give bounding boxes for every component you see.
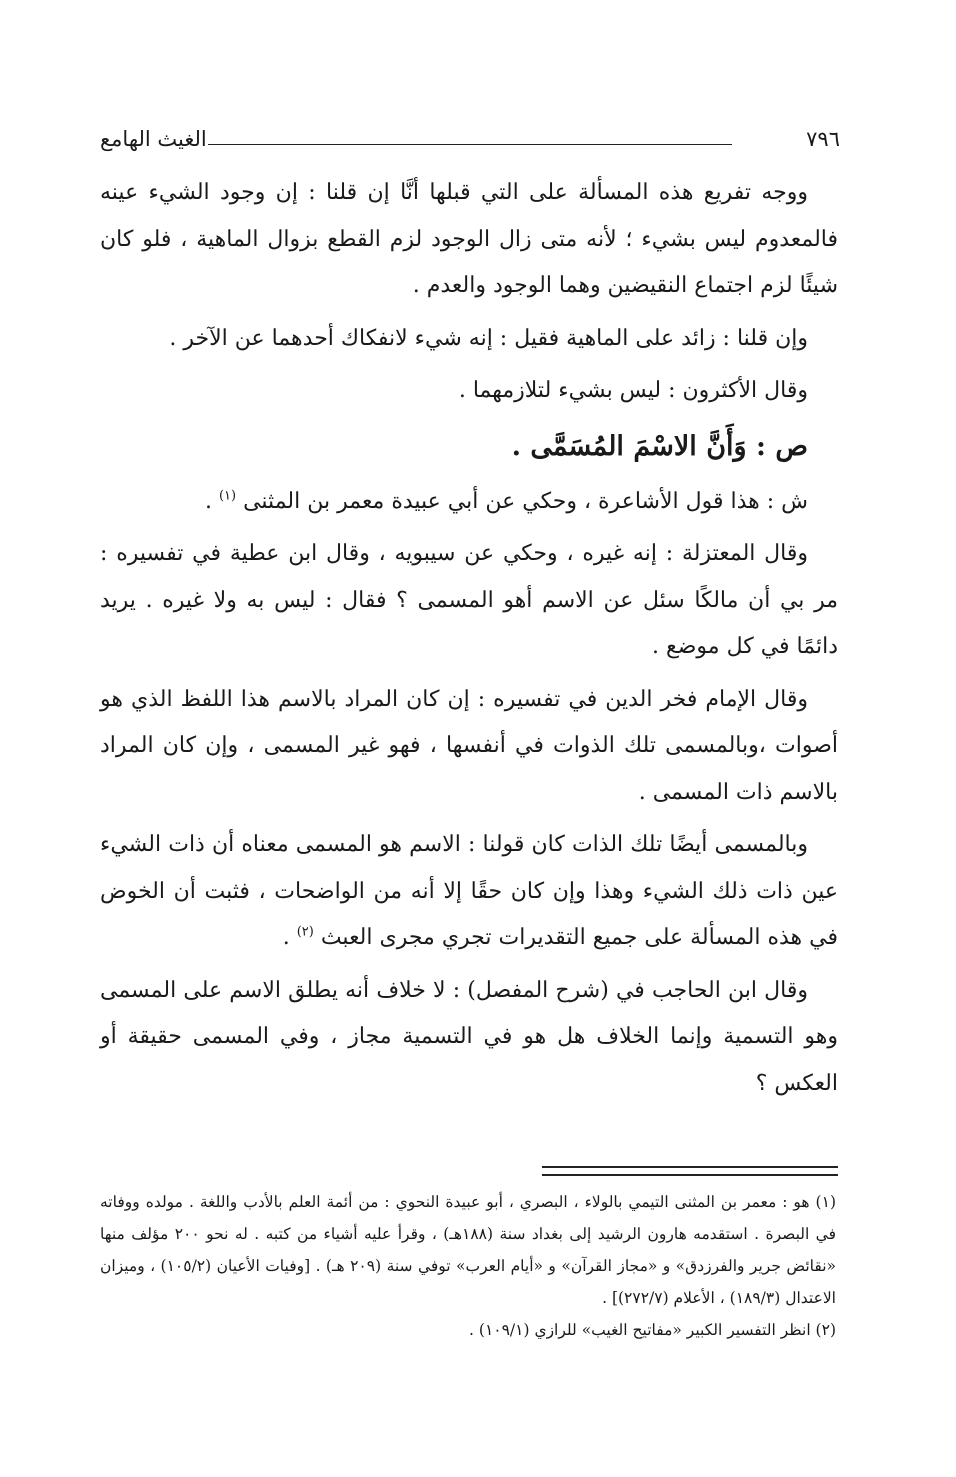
footnote-ref-2[interactable]: (٢) (296, 924, 314, 940)
paragraph-8: وقال ابن الحاجب في (شرح المفصل) : لا خلاف أنه يطلق الاسم على المسمى وهو التسمية وإنما الخلاف هل هو في التسمية مجاز ، وفي المسمى حقيقة أو العكس ؟ (100, 977, 838, 1096)
book-title: الغيث الهامع (100, 127, 207, 151)
header-rule (208, 144, 732, 145)
footnotes (100, 1186, 836, 1346)
page-number: ٧٩٦ (806, 127, 840, 151)
footnote-2: (٢) انظر التفسير الكبير «مفاتيح الغيب» للرازي (١٠٩/١) . (469, 1321, 836, 1339)
matn-heading: ص : وَأَنَّ الاسْمَ المُسَمَّى . (511, 430, 808, 462)
paragraph-5: وقال المعتزلة : إنه غيره ، وحكي عن سيبويه ، وقال ابن عطية في تفسيره : مر بي أن مالكًا سئل عن الاسم أهو المسمى ؟ فقال : ليس به ولا غيره . يريد دائمًا في كل موضع . (100, 541, 838, 659)
paragraph-4-text: ش : هذا قول الأشاعرة ، وحكي عن أبي عبيدة معمر بن المثنى (243, 488, 808, 514)
footnote-separator (542, 1166, 838, 1176)
paragraph-3: وقال الأكثرون : ليس بشيء لتلازمهما . (458, 378, 808, 403)
main-text (100, 170, 838, 1113)
footnote-1: (١) هو : معمر بن المثنى التيمي بالولاء ، البصري ، أبو عبيدة النحوي : من أئمة العلم بالأدب واللغة . مولده ووفاته في البصرة . استقدمه هارون الرشيد إلى بغداد سنة (١٨٨هـ) ، وقرأ عليه أشياء من كتبه . له نحو ٢٠٠ مؤلف منها «نقائض جرير والفرزدق» و «مجاز القرآن» و «أيام العرب» توفي سنة (٢٠٩ هـ) . [وفيات الأعيان (١٠٥/٢) ، وميزان الاعتدال (١٨٩/٣) ، الأعلام (٢٧٢/٧)] . (100, 1193, 836, 1307)
paragraph-6: وقال الإمام فخر الدين في تفسيره : إن كان المراد بالاسم هذا اللفظ الذي هو أصوات ،وبالمسمى تلك الذوات في أنفسها ، فهو غير المسمى ، وإن كان المراد بالاسم ذات المسمى . (100, 686, 838, 805)
paragraph-7 (100, 822, 838, 962)
paragraph-7-text: وبالمسمى أيضًا تلك الذات كان قولنا : الاسم هو المسمى معناه أن ذات الشيء عين ذات ذلك الشيء وهذا وإن كان حقًا إلا أنه من الواضحات ، فثبت أن الخوض في هذه المسألة على جميع التقديرات تجري مجرى العبث (100, 832, 838, 950)
paragraph-1: ووجه تفريع هذه المسألة على التي قبلها أنَّا إن قلنا : إن وجود الشيء عينه فالمعدوم ليس بشيء ؛ لأنه متى زال الوجود لزم القطع بزوال الماهية ، فلو كان شيئًا لزم اجتماع النقيضين وهما الوجود والعدم . (100, 180, 838, 298)
paragraph-2: وإن قلنا : زائد على الماهية فقيل : إنه شيء لانفكاك أحدهما عن الآخر . (169, 325, 808, 351)
paragraph-4 (100, 479, 838, 526)
footnote-ref-1[interactable]: (١) (218, 488, 237, 504)
running-header (100, 122, 840, 156)
paragraph-4-end: . (204, 488, 219, 514)
paragraph-7-end: . (282, 925, 297, 950)
